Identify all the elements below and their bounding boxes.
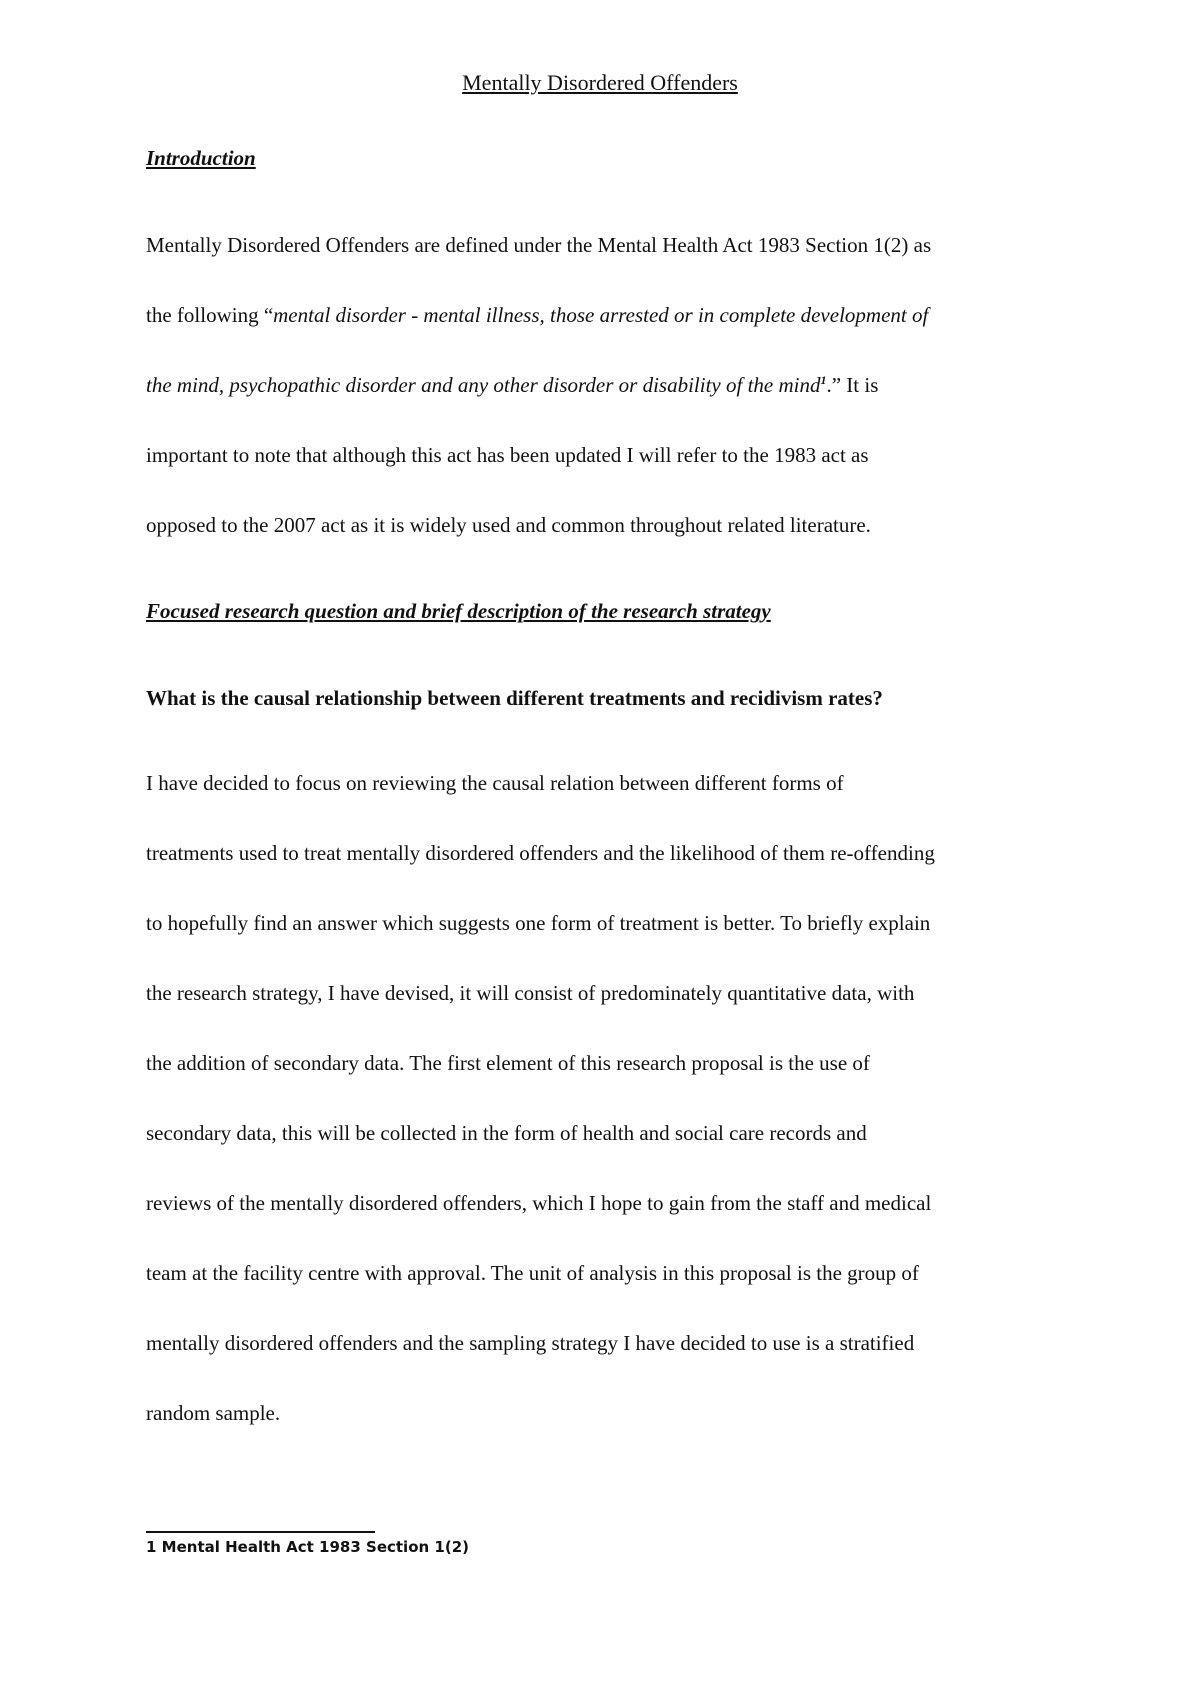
intro-line-3 [146, 373, 878, 398]
research-line: team at the facility centre with approval. The unit of analysis in this proposal is the group of [146, 1261, 919, 1285]
intro-line-5: opposed to the 2007 act as it is widely used and common throughout related literature. [146, 513, 871, 537]
research-line: to hopefully find an answer which suggests one form of treatment is better. To briefly explain [146, 911, 931, 935]
research-line: random sample. [146, 1401, 281, 1425]
research-heading: Focused research question and brief description of the research strategy [146, 599, 771, 623]
footnote-separator [146, 1531, 375, 1533]
intro-line-3-quote: the mind, psychopathic disorder and any other disorder or disability of the mind [146, 373, 821, 397]
intro-line-4: important to note that although this act has been updated I will refer to the 1983 act as [146, 443, 869, 467]
intro-line-2-quote: mental disorder - mental illness, those arrested or in complete development of [273, 303, 929, 327]
intro-line-3-suffix: .” It is [826, 373, 879, 397]
research-line: mentally disordered offenders and the sampling strategy I have decided to use is a stratified [146, 1331, 915, 1355]
intro-line-1: Mentally Disordered Offenders are defined under the Mental Health Act 1983 Section 1(2) as [146, 233, 932, 257]
research-line: the addition of secondary data. The first element of this research proposal is the use of [146, 1051, 870, 1075]
footnote-text: 1 Mental Health Act 1983 Section 1(2) [146, 1538, 469, 1556]
research-question: What is the causal relationship between different treatments and recidivism rates? [146, 686, 883, 710]
intro-line-2 [146, 303, 928, 328]
introduction-heading: Introduction [146, 146, 256, 170]
research-line: secondary data, this will be collected in the form of health and social care records and [146, 1121, 867, 1145]
intro-line-2-prefix: the following “ [146, 303, 274, 327]
research-line: treatments used to treat mentally disordered offenders and the likelihood of them re-offending [146, 841, 935, 865]
research-line: I have decided to focus on reviewing the causal relation between different forms of [146, 771, 844, 795]
document-title: Mentally Disordered Offenders [462, 70, 738, 95]
research-line: the research strategy, I have devised, it will consist of predominately quantitative data, with [146, 981, 915, 1005]
footnote-reference[interactable]: 1 [820, 373, 827, 387]
research-line: reviews of the mentally disordered offenders, which I hope to gain from the staff and medical [146, 1191, 932, 1215]
